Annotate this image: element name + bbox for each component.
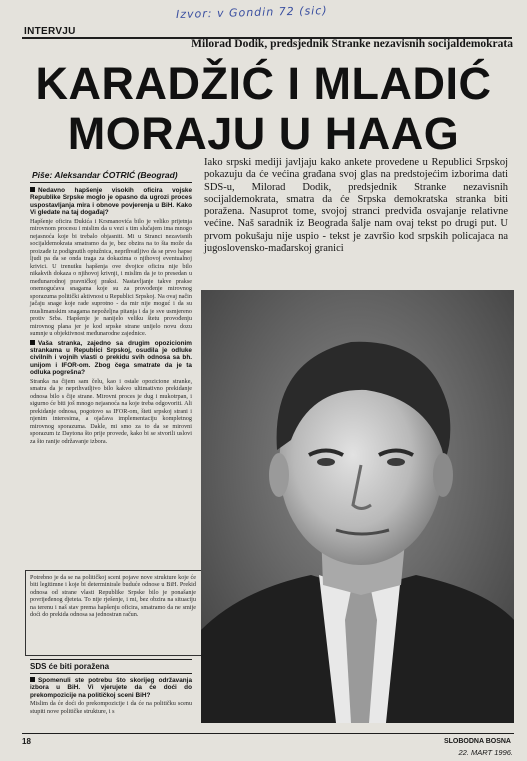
page-number: 18 [22,737,31,746]
question-2 [30,340,192,377]
bullet-icon [30,677,35,682]
portrait-photo [201,290,514,723]
answer-3: Mislim da će doći do prekompozicije i da će na političku scenu stupiti nove političke strukture, i s [30,700,192,715]
question-3 [30,677,192,699]
section-rule [30,659,192,660]
footer-rule [22,733,514,734]
publication-name: SLOBODNA BOSNA [443,738,511,745]
section-tag: INTERVJU [24,26,76,37]
section-heading: SDS će biti poražena [30,662,110,671]
bullet-icon [30,187,35,192]
bullet-icon [30,340,35,345]
lead-paragraph: Iako srpski mediji javljaju kako ankete provedene u Republici Srpskoj pokazuju da će većina građana svoj glas na predstojećim izborima dati SDS-u, Milorad Dodik, predsjednik Stranke nezavisnih socijaldemokrata, smatra da će Srpska demokratska stranka biti poražena. Nasuprot tome, svojoj stranci predviđa osvajanje relativne većine. Naš saradnik iz Beograda šalje nam ovaj tekst po drugi put. U prvom pokušaju nije uspio - tekst je završio kod srpskih policajaca na jugoslovensko-mađarskoj granici [204,157,508,255]
question-3-text: Spomenuli ste potrebu što skorijeg održavanja izbora u BiH. Vi vjerujete da će doći do prekompozicije na političkoj sceni BiH? [30,677,192,699]
question-1-text: Nedavno hapšenje visokih oficira vojske Republike Srpske moglo je opasno da ugrozi proces uspostavljanja mira i obnove povjerenja u BiH. Kako Vi gledate na taj događaj? [30,187,192,217]
publication-date: 22. MART 1996. [458,748,513,757]
portrait-illustration [201,290,514,723]
headline-line-1: KARADŽIĆ I MLADIĆ [35,58,492,109]
pull-quote-text: Potrebno je da se na političkoj sceni pojave nove strukture koje će biti legitimne i koje bi determinirale buduće odnose u BiH. Prekid odnosa od strane vlasti Republike Srpske bilo je ponašanje povrijeđenog djeteta. To nije rješenje, i mi, bez obzira na situaciju na terenu i naš stav prema hapšenju oficira, smatramo da ne smije doći do prekida odnosa sa jednostran račun. [30,574,196,619]
answer-1: Hapšenje oficira Đukića i Krsmanovića bilo je veliko prijetnja mirovnom procesu i mislim da u vezi s tim slučajem ima mnogo nejasnoća koje bi trebalo objasniti. Mi u Stranci nezavisnih socijaldemokrata smatramo da je, bez obzira na to šta može da proizađe iz podignutih optužnica, neprihvatljivo da se prvo hapse ljudi pa da se onda traga za dokazima o njihovoj eventualnoj krivici. U trenutku hapšenja ove dvojice oficira nije bilo nikakvih dokaza o njihovoj krivnji, i mislim da je to presedan u međunarodnoj pravničkoj praksi. Nastavljanje takve prakse onemogućava snagama koje su za provođenje mirovnog sporazuma politički aktivnost u Republici Srpskoj. Na ovaj način jačaju snage koje rade suprotno - da mir nije moguć i da su muslimanskim snagama nepoželjna pitanja i da je sve usmjereno protiv Srba. Hapšenje je nanijelo veliku štetu provođenju mirovnog plana jer je kod srpske strane unijelo novu dozu sumnje u objektivnost međunarodne zajednice. [30,217,192,338]
headline-line-2: MORAJU U HAAG [67,108,460,159]
byline: Piše: Aleksandar ĆOTRIĆ (Beograd) [32,170,178,180]
handwritten-note: Izvor: v Gondin 72 (sic) [175,4,328,21]
byline-rule [30,182,192,183]
question-1 [30,187,192,217]
interview-column-end [30,677,192,715]
section-rule-under [30,673,192,674]
interview-column [30,187,192,445]
subheadline: Milorad Dodik, predsjednik Stranke nezavisnih socijaldemokrata [191,38,513,50]
answer-2: Stranka na čijem sam čelu, kao i ostale opozicione stranke, smatra da je neprihvatljivo bilo kakvo ultimativno prekidanje odnosa bilo s čije strane. Mirovni proces je dug i mukotrpan, i sigurno će biti još mnogo nejasnoća na koje treba odgovoriti. Ali prekidanje odnosa, pogotovo sa IFOR-om, šteti srpskoj strani i njenim interesima, a ojačava implementaciju kompletnog mirovnog sporazuma. Dakle, mi smo za to da se mirovni sporazum iz Daytona što prije provede, kako bi se stvorili uslovi za što ranije održavanje izbora. [30,377,192,445]
question-2-text: Vaša stranka, zajedno sa drugim opozicionim strankama u Republici Srpskoj, osudila je odluke civilnih i vojnih vlasti o prekidu svih odnosa sa bh. unijom i IFOR-om. Zbog čega smatrate da je ta odluka pogrešna? [30,339,192,377]
